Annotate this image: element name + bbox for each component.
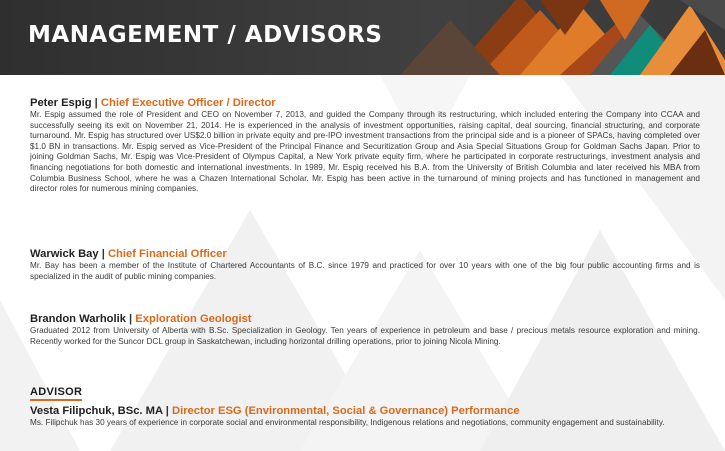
person-role: Chief Executive Officer / Director	[100, 97, 276, 109]
person-heading	[30, 96, 700, 110]
person-entry-filipchuk	[30, 404, 700, 429]
person-entry-espig	[30, 96, 700, 195]
person-heading	[30, 404, 700, 418]
person-name: Warwick Bay	[30, 248, 99, 260]
person-bio: Mr. Espig assumed the role of President and CEO on November 7, 2013, and guided the Company through its restructuring, which included entering the Company into CCAA and successfully seeing its exit on November 21, 2014. He is experienced in the analysis of investment opportunities, raising capital, deal sourcing, financial structuring, and corporate turnaround. Mr. Espig has structured over US$2.0 billion in private equity and pre-IPO investment transactions from the principal side and is a pioneer of SPACs, having completed over $1.0 BN in transactions. Mr. Espig served as Vice-President of the Principal Finance and Securitization Group and Asia Special Situations Group for Goldman Sachs Japan. Prior to joining Goldman Sachs, Mr. Espig was Vice-President of Olympus Capital, a New York private equity firm, where he participated in corporate restructurings, investment analysis and financing negotiations for both domestic and international investments. In 1989, Mr. Espig received his B.A. from the University of British Columbia and later received his MBA from Columbia Business School, where he was a Chazen International Scholar. Mr. Espig has been active in the turnaround of mining projects and has functioned in management and director roles for numerous mining companies.	[30, 110, 700, 194]
person-role: Chief Financial Officer	[107, 248, 227, 260]
advisor-section-heading: ADVISOR	[30, 386, 82, 401]
person-entry-bay	[30, 247, 700, 282]
person-heading	[30, 247, 700, 261]
separator: |	[129, 313, 133, 325]
person-bio: Graduated 2012 from University of Alberta with B.Sc. Specialization in Geology. Ten years of experience in petroleum and base / precious metals resource exploration and mining. Recently worked for the Suncor DCL group in Saskatchewan, including horizontal drilling operations, prior to joining Nicola Mining.	[30, 326, 700, 346]
person-entry-warholik	[30, 312, 700, 347]
person-bio: Ms. Filipchuk has 30 years of experience in corporate social and environmental responsibility, Indigenous relations and negotiations, community engagement and sustainability.	[30, 418, 665, 427]
person-bio: Mr. Bay has been a member of the Institute of Chartered Accountants of B.C. since 1979 and practiced for over 10 years with one of the big four public accounting firms and is specialized in the audit of public mining companies.	[30, 261, 700, 281]
person-role: Exploration Geologist	[135, 313, 252, 325]
page-title: MANAGEMENT / ADVISORS	[28, 22, 383, 48]
separator: |	[94, 97, 98, 109]
person-role: Director ESG (Environmental, Social & Governance) Performance	[172, 405, 520, 417]
person-heading	[30, 312, 700, 326]
header-banner	[0, 0, 725, 75]
separator: |	[165, 405, 169, 417]
separator: |	[101, 248, 105, 260]
person-name: Vesta Filipchuk, BSc. MA	[30, 405, 163, 417]
person-name: Peter Espig	[30, 97, 92, 109]
person-name: Brandon Warholik	[30, 313, 126, 325]
